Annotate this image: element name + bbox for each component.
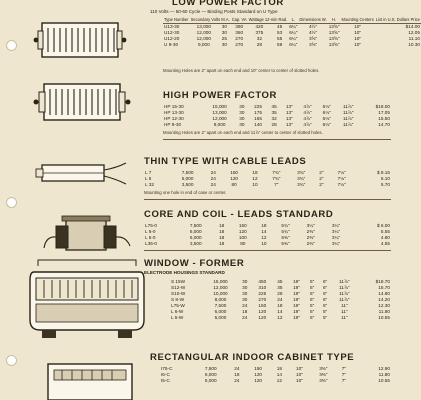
table-cell: 28 xyxy=(271,121,277,127)
table-cell: 165 xyxy=(254,115,262,121)
table-cell: I75-C xyxy=(161,365,173,371)
table-cell: 13" xyxy=(285,109,293,115)
table-cell: 150 xyxy=(238,222,247,228)
col-price: List in U.S. Dollars Price xyxy=(375,17,420,22)
table-cell: 30 xyxy=(221,42,228,48)
thin-type-note: Mounting one hole in end of case or center. xyxy=(144,190,227,195)
table-cell: 5" xyxy=(322,314,328,320)
table-cell: 5,000 xyxy=(214,314,227,320)
table-cell: 5" xyxy=(310,308,315,314)
table-cell: 100 xyxy=(238,234,247,240)
table-cell: 19" xyxy=(293,278,300,284)
table-cell: 11⅞" xyxy=(339,296,350,302)
table-cell: 6,000 xyxy=(204,371,217,377)
low-pf-title: LOW POWER FACTOR xyxy=(172,0,284,8)
table-cell: 3¼" xyxy=(331,234,341,240)
table-cell: 270 xyxy=(235,42,244,48)
table-cell: 3⅝" xyxy=(308,36,318,42)
window-former-subtitle: ELECTRODE HOUSINGS STANDARD xyxy=(144,270,225,275)
table-cell: 6" xyxy=(322,290,328,296)
table-cell: 18 xyxy=(242,308,248,314)
table-cell: 45 xyxy=(277,278,283,284)
table-cell: 28 xyxy=(277,290,283,296)
table-cell: 13,000 xyxy=(212,109,227,115)
table-cell: 18 xyxy=(219,240,225,246)
table-cell: 10" xyxy=(296,377,303,383)
table-cell: L 5-0 xyxy=(145,234,156,240)
table-cell: 45 xyxy=(271,103,277,109)
table-cell: 2" xyxy=(319,175,324,181)
table-row xyxy=(160,377,391,383)
table-cell: 30 xyxy=(239,109,245,115)
table-cell: 14 xyxy=(261,228,267,234)
table-cell: 5" xyxy=(310,314,315,320)
table-cell: 150 xyxy=(230,169,239,175)
table-cell: I6-C xyxy=(161,371,170,377)
table-cell: 35 xyxy=(271,109,277,115)
table-cell: 14.70 xyxy=(378,121,390,127)
low-pf-subtitle: 110 Volts — 50-60 Cycle — Binding Posts Standard on U Type xyxy=(150,9,278,14)
high-pf-transformer-illustration xyxy=(32,80,132,124)
table-cell: 24 xyxy=(277,296,283,302)
table-cell: 7⅛" xyxy=(337,175,346,181)
table-cell: 7" xyxy=(341,371,346,377)
table-cell: $ 8.15 xyxy=(376,169,390,175)
table-cell: 12 xyxy=(261,234,267,240)
table-cell: 13,000 xyxy=(196,24,212,30)
table-cell: 13⅝" xyxy=(328,24,340,30)
table-cell: 18 xyxy=(277,302,283,308)
table-cell: $14.00 xyxy=(405,24,420,30)
table-cell: 30 xyxy=(239,115,245,121)
table-cell: 13⅝" xyxy=(328,42,340,48)
table-cell: S 15W xyxy=(171,278,186,284)
table-cell: 45 xyxy=(277,24,283,30)
table-cell: 11⅞" xyxy=(339,278,350,284)
table-cell: HP 15-30 xyxy=(164,103,184,109)
table-cell: 30 xyxy=(242,290,248,296)
table-row xyxy=(144,181,391,187)
table-cell: 11⅞" xyxy=(339,284,350,290)
table-cell: 5⅜" xyxy=(281,234,290,240)
table-cell: 3⅜" xyxy=(319,377,328,383)
table-cell: U12-20 xyxy=(164,36,180,42)
table-cell: 3,500 xyxy=(189,240,202,246)
table-cell: 18 xyxy=(234,371,240,377)
table-cell: 10" xyxy=(296,371,303,377)
core-and-coil-table xyxy=(144,222,391,246)
table-cell: 390 xyxy=(235,24,244,30)
table-cell: 10 xyxy=(261,240,267,246)
table-cell: 15,000 xyxy=(213,278,228,284)
table-cell: 12 xyxy=(276,377,282,383)
table-cell: 80 xyxy=(231,181,237,187)
table-cell: 10" xyxy=(354,30,362,36)
table-cell: L 6-0 xyxy=(145,228,156,234)
table-cell: 30 xyxy=(242,284,248,290)
table-cell: 225 xyxy=(258,290,267,296)
table-cell: 19" xyxy=(293,308,300,314)
table-cell: 7,500 xyxy=(189,222,202,228)
table-cell: L75-W xyxy=(171,302,185,308)
table-cell: 6" xyxy=(322,284,328,290)
table-cell: 11⅞" xyxy=(342,121,354,127)
binder-hole-top xyxy=(6,40,17,51)
table-cell: 9,000 xyxy=(213,121,226,127)
table-cell: 3¼" xyxy=(306,222,315,228)
table-cell: 11.10 xyxy=(408,36,420,42)
table-cell: 10.30 xyxy=(408,42,420,48)
table-cell: 360 xyxy=(235,30,244,36)
section-divider xyxy=(163,139,391,140)
thin-type-transformer-illustration xyxy=(30,158,130,188)
table-cell: 13" xyxy=(285,103,293,109)
table-cell: 32 xyxy=(256,36,262,42)
table-cell: 150 xyxy=(258,302,267,308)
table-cell: 450 xyxy=(258,278,267,284)
table-cell: 6¼" xyxy=(289,36,298,42)
table-cell: 6⅛" xyxy=(322,115,331,121)
table-cell: 7,500 xyxy=(214,302,227,308)
table-cell: HP 9-30 xyxy=(164,121,182,127)
table-cell: 7⅛" xyxy=(337,181,346,187)
table-cell: 11" xyxy=(341,314,348,320)
table-cell: 18 xyxy=(261,222,267,228)
table-cell: U13-30 xyxy=(164,24,180,30)
table-cell: 6.10 xyxy=(380,175,390,181)
table-cell: 5¾" xyxy=(281,222,290,228)
table-cell: 9,000 xyxy=(197,42,210,48)
table-cell: 13⅝" xyxy=(328,36,340,42)
table-cell: 24 xyxy=(234,365,240,371)
table-cell: 11⅞" xyxy=(339,290,350,296)
table-cell: 10.55 xyxy=(378,377,390,383)
table-cell: 3⅜" xyxy=(319,365,328,371)
table-cell: 5" xyxy=(322,308,328,314)
table-cell: 24 xyxy=(234,377,240,383)
table-cell: S10-W xyxy=(171,290,186,296)
table-cell: 24 xyxy=(210,181,216,187)
table-cell: 7" xyxy=(341,377,346,383)
table-row xyxy=(163,121,391,127)
table-cell: 14.20 xyxy=(378,296,390,302)
table-cell: L 5-W xyxy=(171,314,184,320)
table-cell: 8,000 xyxy=(214,296,227,302)
table-cell: 10.55 xyxy=(378,314,390,320)
table-cell: 25 xyxy=(221,36,228,42)
table-cell: 18 xyxy=(219,228,225,234)
table-cell: 7,500 xyxy=(204,365,217,371)
table-cell: 12.30 xyxy=(378,302,390,308)
table-cell: 11" xyxy=(341,302,348,308)
table-cell: 6⅛" xyxy=(322,121,331,127)
table-cell: 30 xyxy=(221,24,228,30)
table-cell: $18.00 xyxy=(375,103,390,109)
table-cell: 6" xyxy=(322,278,328,284)
table-cell: 5.70 xyxy=(380,181,390,187)
table-cell: 10" xyxy=(354,24,362,30)
col-secondary: Secondary Volts M.A. xyxy=(190,17,230,22)
high-pf-table xyxy=(163,103,391,127)
table-cell: L75-0 xyxy=(145,222,157,228)
table-cell: 12,000 xyxy=(212,115,227,121)
table-cell: 3¼" xyxy=(331,222,341,228)
table-cell: 12,000 xyxy=(196,36,212,42)
section-divider xyxy=(144,199,391,200)
table-cell: 5" xyxy=(322,302,328,308)
table-cell: 225 xyxy=(254,103,262,109)
cabinet-transformer-illustration xyxy=(40,360,140,400)
table-cell: 2" xyxy=(319,169,324,175)
table-cell: S12-W xyxy=(171,284,186,290)
table-cell: U 9-30 xyxy=(164,42,179,48)
table-cell: 3¾" xyxy=(297,181,306,187)
col-h: H. xyxy=(328,18,341,23)
table-cell: 7" xyxy=(341,365,346,371)
col-mounting: Mounting Centers xyxy=(341,17,374,22)
table-cell: 6¼" xyxy=(289,42,298,48)
table-cell: 14 xyxy=(276,371,282,377)
table-cell: 53 xyxy=(277,30,283,36)
table-row xyxy=(170,314,391,320)
table-row xyxy=(163,42,421,48)
table-cell: HP 12-30 xyxy=(164,115,184,121)
table-cell: 17.05 xyxy=(378,109,390,115)
col-type-number: Type Number xyxy=(164,17,189,22)
table-cell: 18 xyxy=(252,169,258,175)
table-cell: 14.80 xyxy=(378,290,390,296)
binder-hole-bottom xyxy=(6,355,17,366)
table-cell: 18 xyxy=(219,234,225,240)
col-dimensions: Dimensions W. xyxy=(299,17,327,22)
table-cell: 19" xyxy=(293,290,300,296)
table-cell: 6⅛" xyxy=(322,103,331,109)
table-cell: 120 xyxy=(230,175,239,181)
table-cell: 7¾" xyxy=(272,175,281,181)
table-cell: 11" xyxy=(341,308,348,314)
table-cell: 30 xyxy=(239,121,245,127)
table-cell: 4½" xyxy=(308,30,318,36)
table-cell: 4½" xyxy=(308,24,318,30)
table-cell: L 6-W xyxy=(171,308,184,314)
table-cell: 13" xyxy=(285,121,293,127)
core-and-coil-title: CORE AND COIL - LEADS STANDARD xyxy=(144,209,334,220)
table-cell: $18.70 xyxy=(375,278,390,284)
table-cell: 270 xyxy=(235,36,244,42)
table-cell: 5" xyxy=(310,302,315,308)
table-cell: 3¾" xyxy=(297,169,306,175)
table-cell: 10" xyxy=(354,42,362,48)
table-cell: 11.80 xyxy=(378,371,390,377)
table-cell: 12 xyxy=(277,314,283,320)
table-cell: 12 xyxy=(252,175,258,181)
high-pf-title: HIGH POWER FACTOR xyxy=(163,90,277,101)
table-cell: 24 xyxy=(242,314,248,320)
table-cell: 5¾" xyxy=(281,228,290,234)
table-cell: 310 xyxy=(258,284,267,290)
table-cell: 18 xyxy=(276,365,282,371)
table-cell: 120 xyxy=(254,377,263,383)
table-cell: L 7 xyxy=(145,169,152,175)
table-cell: 3,500 xyxy=(181,181,194,187)
table-cell: 3¼" xyxy=(331,228,341,234)
table-cell: S 8-W xyxy=(171,296,185,302)
cabinet-table xyxy=(160,365,391,383)
table-cell: 2⅜" xyxy=(306,240,315,246)
table-row xyxy=(144,240,391,246)
table-cell: 30 xyxy=(221,30,228,36)
table-cell: L 32 xyxy=(145,181,154,187)
table-cell: 32 xyxy=(271,115,277,121)
col-l: L. xyxy=(288,18,298,23)
low-pf-transformer-illustration xyxy=(32,20,128,60)
table-cell: 80 xyxy=(240,240,246,246)
table-cell: 2⅜" xyxy=(306,228,315,234)
table-cell: 13⅝" xyxy=(328,30,340,36)
cabinet-title: RECTANGULAR INDOOR CABINET TYPE xyxy=(150,352,355,363)
core-and-coil-illustration xyxy=(42,212,132,256)
table-cell: 5,000 xyxy=(204,377,217,383)
table-cell: 12.90 xyxy=(378,365,390,371)
table-cell: 11⅞" xyxy=(342,109,354,115)
table-cell: 55 xyxy=(277,36,283,42)
table-cell: 59 xyxy=(277,42,283,48)
table-cell: 3¼" xyxy=(331,240,341,246)
table-cell: 175 xyxy=(254,109,262,115)
col-wattage: Wattage 12-min Rad. xyxy=(248,17,288,22)
table-cell: 5.55 xyxy=(380,228,390,234)
table-cell: 270 xyxy=(258,296,267,302)
table-cell: 10,000 xyxy=(213,290,228,296)
low-pf-note: Mounting Holes are 2" apart on each end and 10" center to center of slotted holes. xyxy=(163,68,320,73)
table-cell: 6⅛" xyxy=(322,109,331,115)
table-cell: U12-30 xyxy=(164,30,180,36)
table-cell: 375 xyxy=(255,30,264,36)
table-cell: 30 xyxy=(242,278,248,284)
table-cell: 6" xyxy=(322,296,328,302)
table-cell: 4⅞" xyxy=(303,115,312,121)
section-divider xyxy=(144,250,391,251)
table-cell: 6¼" xyxy=(289,24,298,30)
table-cell: 15.70 xyxy=(378,284,390,290)
table-cell: 5" xyxy=(310,290,315,296)
table-cell: 13" xyxy=(285,115,293,121)
table-cell: 4⅞" xyxy=(303,109,312,115)
table-cell: 5" xyxy=(310,296,315,302)
table-cell: L 5 xyxy=(145,175,152,181)
table-cell: 19" xyxy=(293,296,300,302)
low-pf-table xyxy=(163,18,421,48)
window-former-title: WINDOW - FORMER xyxy=(144,258,245,269)
table-cell: 7" xyxy=(274,181,279,187)
table-cell: 5⅜" xyxy=(281,240,290,246)
table-cell: 12,000 xyxy=(213,284,228,290)
table-cell: 3⅝" xyxy=(308,42,318,48)
table-cell: 7,500 xyxy=(181,169,194,175)
table-cell: 19" xyxy=(293,314,300,320)
table-cell: 24 xyxy=(210,169,216,175)
window-former-illustration xyxy=(28,258,146,342)
col-cap: Cap. VA xyxy=(231,17,247,22)
table-cell: 140 xyxy=(254,121,262,127)
table-cell: 24 xyxy=(210,175,216,181)
table-cell: 4⅞" xyxy=(303,103,312,109)
table-cell: 6¼" xyxy=(289,30,298,36)
table-cell: 6,000 xyxy=(214,308,227,314)
table-cell: 5,000 xyxy=(189,234,202,240)
table-cell: 3⅜" xyxy=(319,371,328,377)
table-cell: 19" xyxy=(293,284,300,290)
table-cell: $ 6.00 xyxy=(376,222,390,228)
table-cell: 120 xyxy=(254,371,263,377)
table-cell: 5" xyxy=(310,278,315,284)
table-cell: 5" xyxy=(310,284,315,290)
table-cell: 120 xyxy=(258,308,267,314)
table-cell: 12,000 xyxy=(196,30,212,36)
table-cell: 30 xyxy=(242,296,248,302)
table-cell: 420 xyxy=(255,24,264,30)
table-cell: 12.05 xyxy=(408,30,420,36)
table-cell: 3¾" xyxy=(297,175,306,181)
table-cell: 120 xyxy=(238,228,247,234)
binder-hole-middle xyxy=(6,197,17,208)
thin-type-title: THIN TYPE WITH CABLE LEADS xyxy=(144,156,307,167)
table-cell: 10" xyxy=(296,365,303,371)
table-cell: 4.80 xyxy=(380,234,390,240)
window-former-table xyxy=(170,278,391,320)
table-cell: 6,000 xyxy=(189,228,202,234)
table-cell: 19" xyxy=(293,302,300,308)
table-cell: 28 xyxy=(256,42,262,48)
table-cell: 120 xyxy=(258,314,267,320)
table-cell: 11⅞" xyxy=(342,103,354,109)
high-pf-note: Mounting Holes are 2" apart on each end and 11⅞" center to center of slotted holes. xyxy=(163,130,323,135)
table-cell: 15,000 xyxy=(212,103,227,109)
table-cell: 2⅜" xyxy=(306,234,315,240)
table-cell: 150 xyxy=(254,365,263,371)
table-cell: 2" xyxy=(319,181,324,187)
table-cell: 7¾" xyxy=(272,169,281,175)
table-cell: 35 xyxy=(277,284,283,290)
table-cell: 18 xyxy=(219,222,225,228)
table-cell: I5-C xyxy=(161,377,170,383)
table-cell: 24 xyxy=(242,302,248,308)
table-cell: 15.50 xyxy=(378,115,390,121)
table-cell: 10" xyxy=(354,36,362,42)
thin-type-table xyxy=(144,169,391,187)
table-cell: 4⅞" xyxy=(303,121,312,127)
table-cell: HP 13-30 xyxy=(164,109,184,115)
table-cell: 14 xyxy=(277,308,283,314)
table-cell: 30 xyxy=(239,103,245,109)
table-cell: 10 xyxy=(252,181,258,187)
table-cell: 11⅞" xyxy=(342,115,354,121)
table-cell: 7⅛" xyxy=(337,169,346,175)
table-cell: 4.55 xyxy=(380,240,390,246)
table-cell: L35-0 xyxy=(145,240,157,246)
table-cell: 11.80 xyxy=(378,308,390,314)
table-cell: 5,000 xyxy=(181,175,194,181)
